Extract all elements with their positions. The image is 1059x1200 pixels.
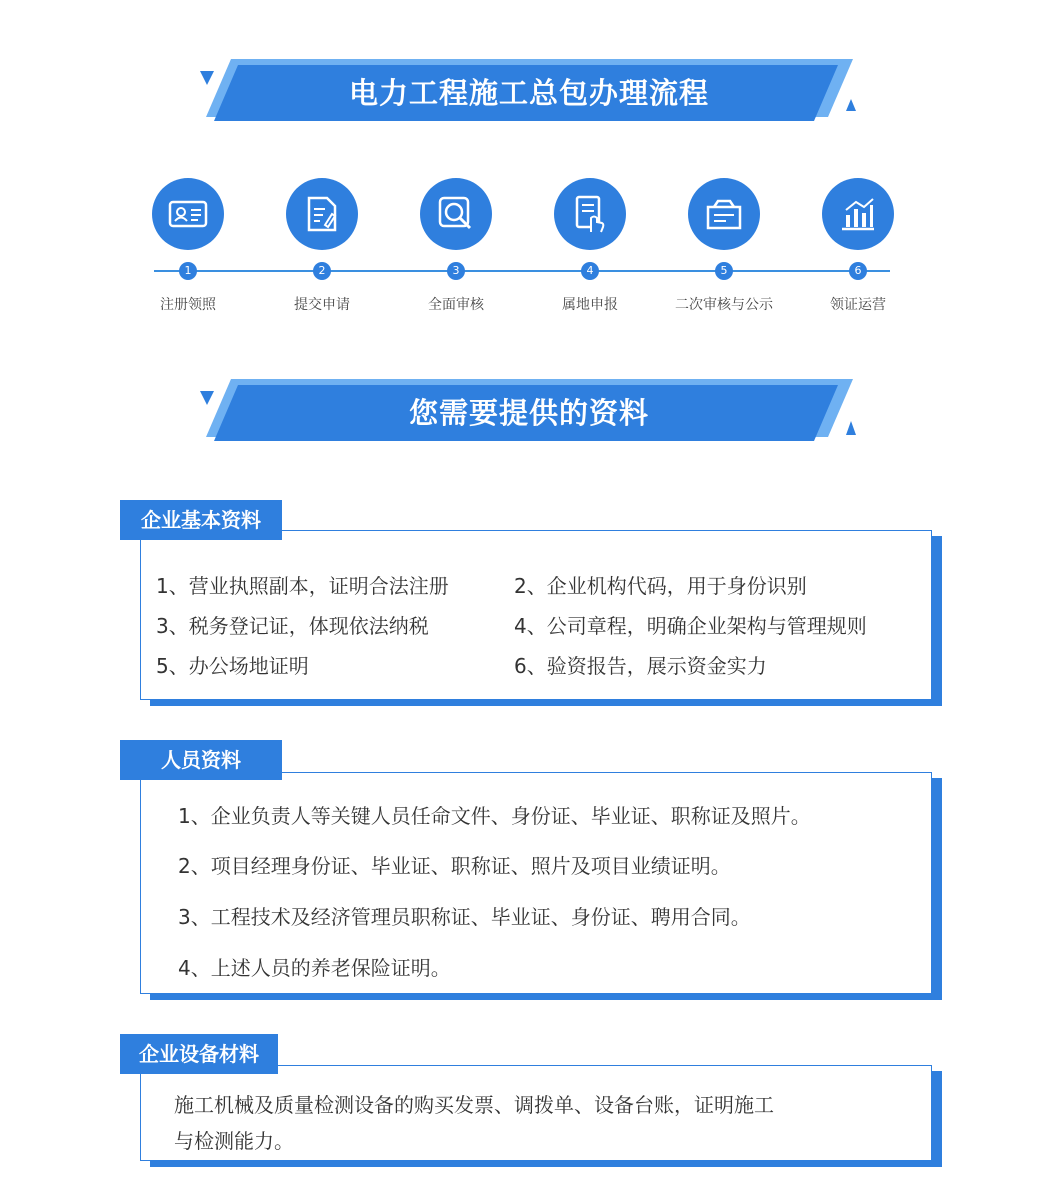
list-item: 1、营业执照副本，证明合法注册: [156, 574, 449, 598]
list-item: 2、项目经理身份证、毕业证、职称证、照片及项目业绩证明。: [178, 854, 731, 878]
personnel-materials-tab: 人员资料: [120, 740, 282, 780]
equipment-materials-tab: 企业设备材料: [120, 1034, 278, 1074]
list-item: 1、企业负责人等关键人员任命文件、身份证、毕业证、职称证及照片。: [178, 804, 811, 828]
process-steps: [120, 178, 940, 328]
magnifier-icon: [420, 178, 492, 250]
step-3: [391, 178, 521, 313]
step-number: 2: [313, 262, 331, 280]
list-item: 4、公司章程，明确企业架构与管理规则: [514, 614, 867, 638]
id-card-icon: [152, 178, 224, 250]
step-label: 属地申报: [562, 297, 618, 313]
folder-icon: [688, 178, 760, 250]
bar-chart-icon: [822, 178, 894, 250]
step-label: 注册领照: [160, 297, 216, 313]
list-item: 3、工程技术及经济管理员职称证、毕业证、身份证、聘用合同。: [178, 905, 751, 929]
basic-materials-tab: 企业基本资料: [120, 500, 282, 540]
process-title-banner: [198, 55, 860, 127]
equipment-materials-card: [140, 1065, 932, 1161]
materials-title: 您需要提供的资料: [408, 395, 649, 430]
description-line: 施工机械及质量检测设备的购买发票、调拨单、设备台账，证明施工: [174, 1093, 774, 1117]
personnel-materials-card: [140, 772, 932, 994]
step-number: 3: [447, 262, 465, 280]
step-label: 提交申请: [294, 297, 350, 313]
step-label: 二次审核与公示: [675, 297, 773, 313]
step-4: [525, 178, 655, 313]
step-number: 1: [179, 262, 197, 280]
basic-materials-card: [140, 530, 932, 700]
list-item: 6、验资报告，展示资金实力: [514, 654, 767, 678]
step-number: 4: [581, 262, 599, 280]
step-number: 6: [849, 262, 867, 280]
list-item: 2、企业机构代码，用于身份识别: [514, 574, 807, 598]
description-line: 与检测能力。: [174, 1129, 294, 1153]
step-1: [123, 178, 253, 313]
list-item: 4、上述人员的养老保险证明。: [178, 956, 451, 980]
steps-connector-line: [154, 270, 890, 272]
step-label: 领证运营: [830, 297, 886, 313]
step-5: [659, 178, 789, 313]
process-title: 电力工程施工总包办理流程: [348, 75, 709, 110]
step-2: [257, 178, 387, 313]
step-6: [793, 178, 923, 313]
document-hand-icon: [554, 178, 626, 250]
list-item: 5、办公场地证明: [156, 654, 309, 678]
document-edit-icon: [286, 178, 358, 250]
step-number: 5: [715, 262, 733, 280]
list-item: 3、税务登记证，体现依法纳税: [156, 614, 429, 638]
step-label: 全面审核: [428, 297, 484, 313]
materials-title-banner: [198, 375, 860, 447]
